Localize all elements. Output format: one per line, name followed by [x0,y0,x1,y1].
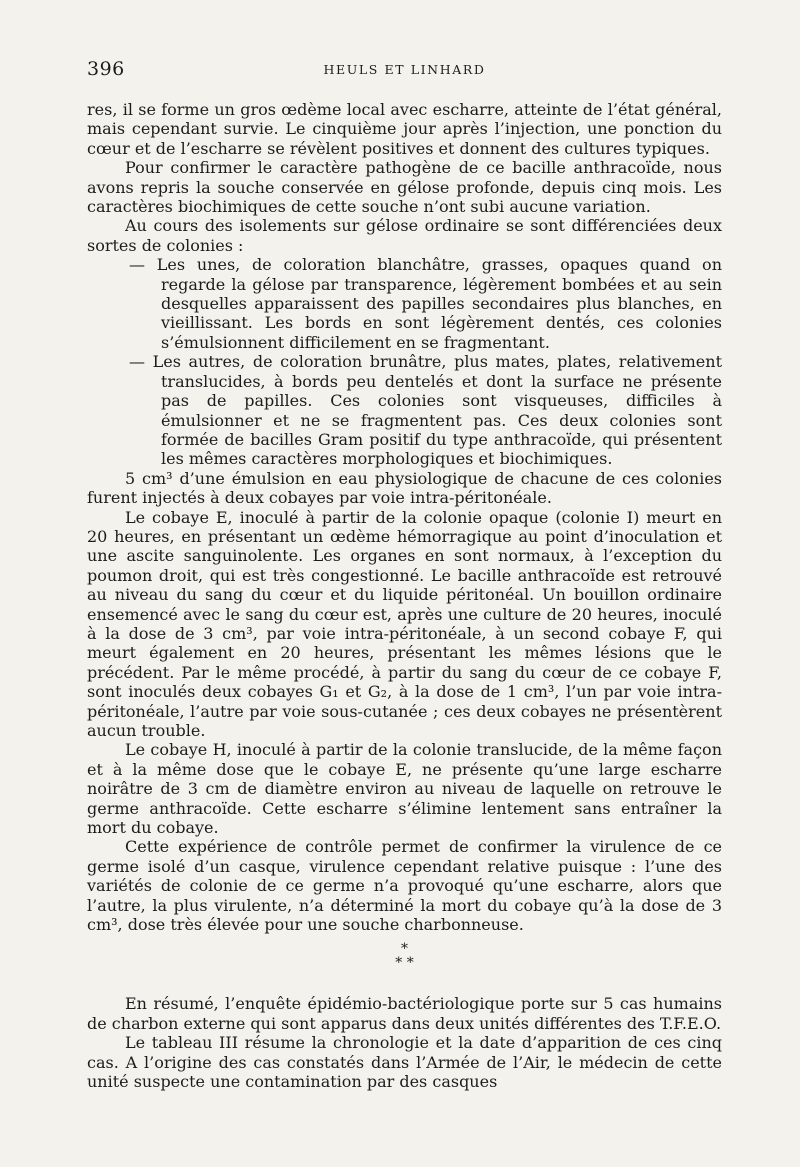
section-separator [87,942,722,970]
paragraph: Le cobaye H, inoculé à partir de la colonie translucide, de la même façon et à la même dose que le cobaye E, ne présente qu’une large escharre noirâtre de 3 cm de diamètre environ au niveau de laquelle on retrouve le germe anthracoïde. Cette escharre s’élimine lentement sans entraîner la mort du cobaye. [87,740,722,838]
paragraph: Cette expérience de contrôle permet de confirmer la virulence de ce germe isolé d’un casque, virulence cependant relative puisque : l’une des variétés de colonie de ce germe n’a provoqué qu’une escharre, alors que l’autre, la plus virulente, n’a déterminé la mort du cobaye qu’à la dose de 3 cm³, dose très élevée pour une souche charbonneuse. [87,837,722,935]
paragraphs-top [87,100,722,934]
dash-list-item: — Les unes, de coloration blanchâtre, grasses, opaques quand on regarde la gélose par transparence, légèrement bombées et au sein desquelles apparaissent des papilles secondaires plus blanches, en vieillissant. Les bords en sont légèrement dentés, ces colonies s’émulsionnent difficilement en se fragmentant. [129,255,722,352]
page-number: 396 [87,58,125,80]
paragraph: Le tableau III résume la chronologie et la date d’apparition de ces cinq cas. A l’origine des cas constatés dans l’Armée de l’Air, le médecin de cette unité suspecte une contamination par des casques [87,1033,722,1092]
body-text [87,100,722,1092]
paragraph: 5 cm³ d’une émulsion en eau physiologique de chacune de ces colonies furent injectés à deux cobayes par voie intra-péritonéale. [87,468,722,508]
page-header [87,58,722,84]
paragraphs-bottom [87,994,722,1091]
paragraph: Pour confirmer le caractère pathogène de ce bacille anthracoïde, nous avons repris la souche conservée en gélose profonde, depuis cinq mois. Les caractères biochimiques de cette souche n’ont subi aucune variation. [87,158,722,217]
dash-list-item: — Les autres, de coloration brunâtre, plus mates, plates, relativement translucides, à bords peu dentelés et dont la surface ne présente pas de papilles. Ces colonies sont visqueuses, difficiles à émulsionner et ne se fragmentent pas. Ces deux colonies sont formée de bacilles Gram positif du type anthracoïde, qui présentent les mêmes caractères morphologiques et biochimiques. [129,352,722,469]
separator-bottom-stars: * * [395,955,414,972]
paragraph: En résumé, l’enquête épidémio-bactériologique porte sur 5 cas humains de charbon externe qui sont apparus dans deux unités différentes des T.F.E.O. [87,994,722,1033]
paragraph: Au cours des isolements sur gélose ordinaire se sont différenciées deux sortes de colonies : [87,216,722,255]
paragraph: Le cobaye E, inoculé à partir de la colonie opaque (colonie I) meurt en 20 heures, en présentant un œdème hémorragique au point d’inoculation et une ascite sanguinolente. Les organes en sont normaux, à l’exception du poumon droit, qui est très congestionné. Le bacille anthracoïde est retrouvé au niveau du sang du cœur et du liquide péritonéal. Un bouillon ordinaire ensemencé avec le sang du cœur est, après une culture de 20 heures, inoculé à la dose de 3 cm³, par voie intra-péritonéale, à un second cobaye F, qui meurt également en 20 heures, présentant les mêmes lésions que le précédent. Par le même procédé, à partir du sang du cœur de ce cobaye F, sont inoculés deux cobayes G₁ et G₂, à la dose de 1 cm³, l’un par voie intra-péritonéale, l’autre par voie sous-cutanée ; ces deux cobayes ne présentèrent aucun trouble. [87,507,722,740]
running-head: HEULS ET LINHARD [323,62,486,77]
paragraph: res, il se forme un gros œdème local avec escharre, atteinte de l’état général, mais cependant survie. Le cinquième jour après l’injection, une ponction du cœur et de l’escharre se révèlent positives et donnent des cultures typiques. [87,100,722,158]
separator-top-star: * [401,941,408,958]
